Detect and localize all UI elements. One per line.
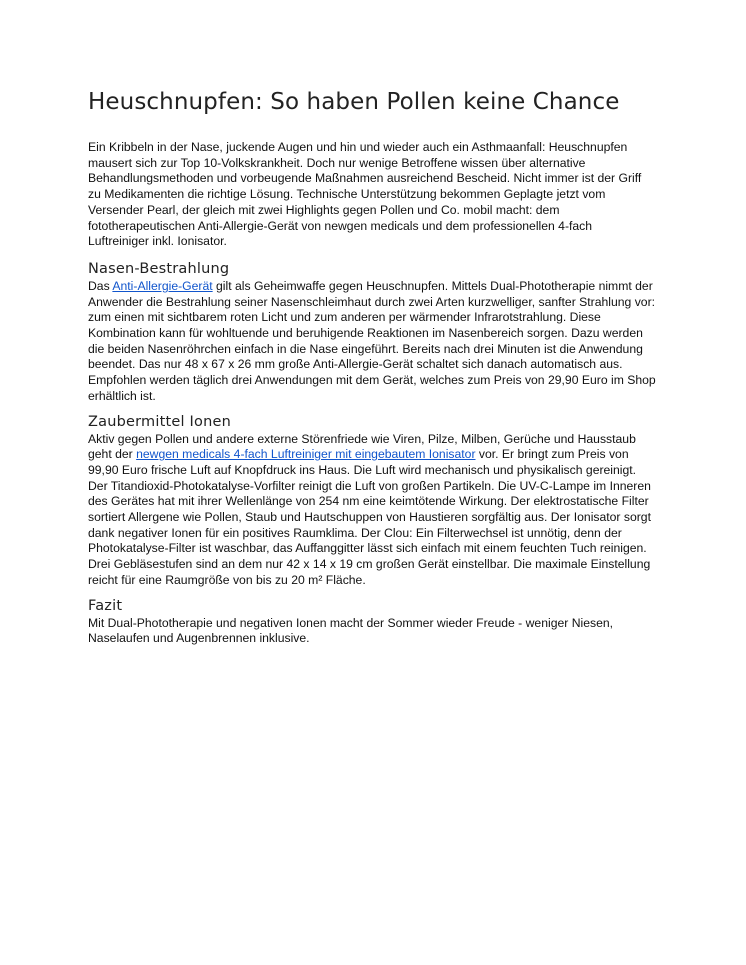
document-page xyxy=(88,84,656,647)
section-paragraph-zaubermittel-ionen xyxy=(88,432,656,589)
paragraph-text: gilt als Geheimwaffe gegen Heuschnupfen. Mittels Dual-Phototherapie nimmt der Anwender die Bestrahlung seiner Nasenschleimhaut durch zwei Arten kurzwelliger, sanfter Strahlung vor: zum einen mit sichtbarem roten Licht und zum anderen per wärmender Infrarotstrahlung. Diese Kombination kann für wohltuende und beruhigende Reaktionen im Nasenbereich sorgen. Dazu werden die beiden Nasenröhrchen einfach in die Nase eingeführt. Bereits nach drei Minuten ist die Anwendung beendet. Das nur 48 x 67 x 26 mm große Anti-Allergie-Gerät schaltet sich danach automatisch aus. Empfohlen werden täglich drei Anwendungen mit dem Gerät, welches zum Preis von 29,90 Euro im Shop erhältlich ist. xyxy=(88,278,656,403)
article-title: Heuschnupfen: So haben Pollen keine Chance xyxy=(88,89,620,115)
section-heading-fazit: Fazit xyxy=(88,597,123,614)
paragraph-text: Aktiv gegen Pollen und andere externe Störenfriede wie Viren, Pilze, Milben, Gerüche und Hausstaub geht der xyxy=(88,431,636,462)
section-heading-nasen-bestrahlung: Nasen-Bestrahlung xyxy=(88,260,230,277)
luftreiniger-link[interactable]: newgen medicals 4-fach Luftreiniger mit eingebautem Ionisator xyxy=(136,447,476,462)
section-paragraph-fazit: Mit Dual-Phototherapie und negativen Ionen macht der Sommer wieder Freude - weniger Niesen, Naselaufen und Augenbrennen inklusive. xyxy=(88,615,614,646)
intro-paragraph: Ein Kribbeln in der Nase, juckende Augen und hin und wieder auch ein Asthmaanfall: Heuschnupfen mausert sich zur Top 10-Volkskrankheit. Doch nur wenige Betroffene wissen über alternative Behandlungsmethoden und vorbeugende Maßnahmen ausreichend Bescheid. Nicht immer ist der Griff zu Medikamenten die richtige Lösung. Technische Unterstützung bekommen Geplagte jetzt vom Versender Pearl, der gleich mit zwei Highlights gegen Pollen und Co. mobil macht: dem fototherapeutischen Anti-Allergie-Gerät von newgen medicals und dem professionellen 4-fach Luftreiniger inkl. Ionisator. xyxy=(88,140,642,249)
paragraph-text: Das xyxy=(88,278,113,293)
section-heading-zaubermittel-ionen: Zaubermittel Ionen xyxy=(88,413,231,430)
paragraph-text: vor. Er bringt zum Preis von 99,90 Euro frische Luft auf Knopfdruck ins Haus. Die Luft wird mechanisch und physikalisch gereinigt. Der Titandioxid-Photokatalyse-Vorfilter reinigt die Luft von großen Partikeln. Die UV-C-Lampe im Inneren des Gerätes hat mit ihrer Wellenlänge von 254 nm eine keimtötende Wirkung. Der elektrostatische Filter sortiert Allergene wie Pollen, Staub und Hautschuppen von Haustieren sorgfältig aus. Der Ionisator sorgt dank negativer Ionen für ein positives Raumklima. Der Clou: Ein Filterwechsel ist unnötig, denn der Photokatalyse-Filter ist waschbar, das Auffanggitter lässt sich einfach mit einem feuchten Tuch reinigen. Drei Gebläsestufen sind an dem nur 42 x 14 x 19 cm großen Gerät einstellbar. Die maximale Einstellung reicht für eine Raumgröße von bis zu 20 m² Fläche. xyxy=(88,447,651,587)
anti-allergie-geraet-link[interactable]: Anti-Allergie-Gerät xyxy=(112,278,213,293)
section-paragraph-nasen-bestrahlung xyxy=(88,279,656,405)
